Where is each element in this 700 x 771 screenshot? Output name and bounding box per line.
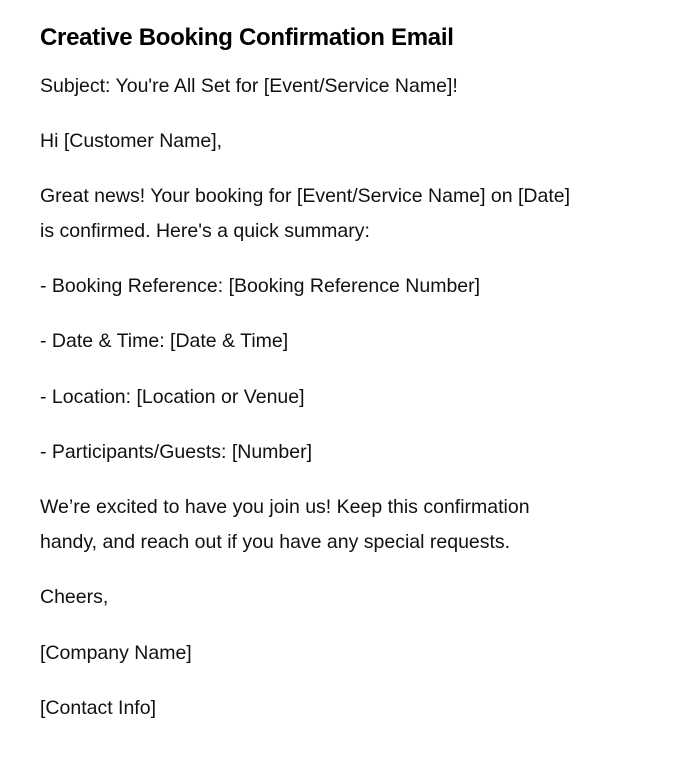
email-sign-off: Cheers, <box>40 586 109 608</box>
document-title: Creative Booking Confirmation Email <box>40 24 454 51</box>
closing-line-2: handy, and reach out if you have any special requests. <box>40 531 511 553</box>
closing-line-1: We’re excited to have you join us! Keep this confirmation <box>40 496 530 518</box>
summary-item-location: - Location: [Location or Venue] <box>40 386 305 408</box>
intro-line-2: is confirmed. Here's a quick summary: <box>40 220 370 242</box>
summary-item-participants: - Participants/Guests: [Number] <box>40 441 313 463</box>
intro-line-1: Great news! Your booking for [Event/Service Name] on [Date] <box>40 185 571 207</box>
company-name-placeholder: [Company Name] <box>40 642 192 664</box>
email-greeting: Hi [Customer Name], <box>40 130 223 152</box>
contact-info-placeholder: [Contact Info] <box>40 697 156 719</box>
email-subject: Subject: You're All Set for [Event/Service Name]! <box>40 75 458 97</box>
summary-item-booking-reference: - Booking Reference: [Booking Reference Number] <box>40 275 481 297</box>
summary-item-date-time: - Date & Time: [Date & Time] <box>40 330 289 352</box>
